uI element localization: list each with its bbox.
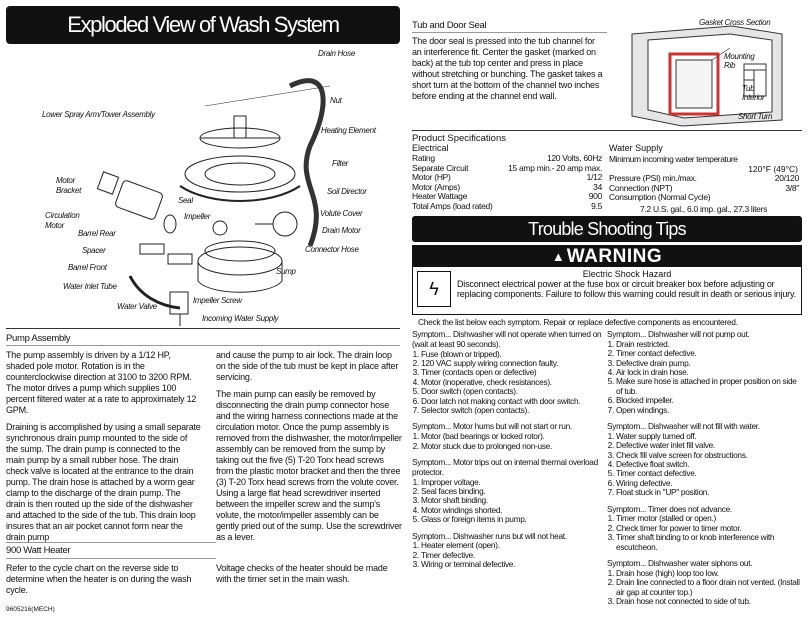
list-item: 1. Water supply turned off. bbox=[616, 432, 802, 441]
divider bbox=[412, 32, 607, 33]
list-item: 5. Door switch (open contacts). bbox=[421, 387, 604, 396]
label-impeller: Impeller bbox=[184, 212, 211, 221]
list-item: 3. Drain hose not connected to side of tub. bbox=[616, 597, 802, 606]
heater-heading: 900 Watt Heater bbox=[6, 545, 71, 556]
pump-assembly-heading: Pump Assembly bbox=[6, 333, 71, 344]
spec-value: 9.5 bbox=[591, 200, 602, 211]
list-item: 3. Timer (contacts open or defective) bbox=[421, 368, 604, 377]
label-barrel-rear: Barrel Rear bbox=[78, 229, 116, 238]
spec-key: Rating bbox=[412, 153, 435, 163]
list-item: 2. Drain line connected to a floor drain not vented. (Install air gap at counter top.) bbox=[616, 578, 802, 597]
list-item: 2. Defective water inlet fill valve. bbox=[616, 441, 802, 450]
pump-assembly-col1 bbox=[6, 350, 201, 549]
water-table bbox=[609, 174, 799, 203]
spec-key: Heater Wattage bbox=[412, 191, 468, 202]
spec-value: 900 bbox=[588, 191, 602, 202]
paragraph: Draining is accomplished by using a small separate synchronous drain pump mounted to the side of the sump. The drain pump is connected to the main pump by a small rubber hose. The drain check valve is located at the entrance to the drain pump. The drain hose is attached by a worm gear clamp to the discharge of the drain pump. The drain is then routed up the side of the dishwasher and attached to the side of the tub. This drain loop insures that an air pocket cannot form near the drain pump bbox=[6, 422, 201, 542]
label-mounting-rib: Mounting Rib bbox=[724, 52, 755, 70]
list-item: 1. Timer motor (stalled or open.) bbox=[616, 514, 802, 523]
symptom-block bbox=[607, 330, 802, 415]
divider bbox=[6, 558, 216, 559]
list-item: 1. Drain hose (high) loop too low. bbox=[616, 569, 802, 578]
symptom-title: Symptom... Dishwasher will not pump out. bbox=[607, 329, 750, 339]
symptom-title: Symptom... Motor hums but will not start or run. bbox=[412, 421, 572, 432]
list-item: 7. Selector switch (open contacts). bbox=[421, 406, 604, 415]
spec-value: 1/12 bbox=[586, 172, 602, 183]
spec-value: 3/8" bbox=[785, 182, 799, 193]
warning-text: Disconnect electrical power at the fuse box or circuit breaker box before adjusting or replacing components. Failure to follow this warning could result in death or serious injury. bbox=[457, 279, 796, 299]
list-item: 1. Motor (bad bearings or locked rotor). bbox=[421, 432, 604, 441]
symptom-title: Symptom... Dishwasher runs but will not heat. bbox=[412, 530, 567, 541]
label-short-turn: Short Turn bbox=[738, 112, 773, 121]
symptoms-left bbox=[412, 330, 604, 577]
list-item: 4. Motor windings shorted. bbox=[421, 506, 604, 515]
spec-row bbox=[412, 202, 602, 212]
divider bbox=[6, 345, 400, 346]
symptom-title: Symptom... Timer does not advance. bbox=[607, 503, 732, 514]
specs-heading: Product Specifications bbox=[412, 133, 506, 144]
spec-key: Motor (HP) bbox=[412, 172, 451, 183]
spec-value bbox=[762, 193, 799, 203]
warning-subtitle: Electric Shock Hazard bbox=[582, 269, 672, 279]
list-item: 4. Motor (inoperative, check resistances). bbox=[421, 378, 604, 387]
list-item: 2. 120 VAC supply wiring connection faulty. bbox=[421, 359, 604, 368]
symptom-block bbox=[607, 505, 802, 552]
label-barrel-front: Barrel Front bbox=[68, 263, 107, 272]
list-item: 2. Timer contact defective. bbox=[616, 349, 802, 358]
list-item: 7. Open windings. bbox=[616, 406, 802, 415]
symptom-block bbox=[607, 422, 802, 498]
paragraph: The main pump can easily be removed by disconnecting the drain pump connector hose and the wiring harness connections made at the circulation motor. Once the pump assembly is removed from the dishwasher, the motor/impeller assembly can be removed from the sump by taking out the five (5) T-20 Torx head screws from the plastic motor bracket and then the three (3) T-20 Torx head screws from the volute cover. Using a large flat head screwdriver inserted between the impeller screw and the sump's volute, the motor/impeller assembly can be gently pried out of the sump. Use the screwdriver as a lever. bbox=[216, 389, 402, 542]
spec-value: 120 Volts, 60Hz bbox=[546, 153, 602, 163]
list-item: 4. Defective float switch. bbox=[616, 460, 802, 469]
list-item: 1. Heater element (open). bbox=[421, 541, 604, 550]
electrical-heading: Electrical bbox=[412, 143, 449, 153]
list-item: 2. Seal faces binding. bbox=[421, 487, 604, 496]
paragraph: The pump assembly is driven by a 1/12 HP, shaded pole motor. Rotation is in the counterclockwise direction at 3100 to 3200 RPM. The motor drives a pump which supplies 100 percent filtered water at a rate to approximately 12 GPM. bbox=[6, 350, 197, 415]
symptom-title: Symptom... Dishwasher water siphons out. bbox=[607, 558, 753, 569]
list-item: 2. Check timer for power to timer motor. bbox=[616, 524, 802, 533]
spec-key: Motor (Amps) bbox=[412, 181, 460, 192]
shock-hazard-icon: ϟ bbox=[417, 271, 451, 307]
gasket-title: Gasket Cross Section bbox=[699, 18, 771, 27]
label-spacer: Spacer bbox=[82, 246, 106, 255]
label-nut: Nut bbox=[330, 96, 342, 105]
spec-key: Separate Circuit bbox=[412, 162, 469, 173]
label-impeller-screw: Impeller Screw bbox=[193, 296, 242, 305]
label-volute-cover: Volute Cover bbox=[320, 209, 363, 218]
symptom-title: Symptom... Dishwasher will not operate when turned on (wait at least 90 seconds). bbox=[412, 329, 602, 349]
water-min-temp-value: 120°F (49°C) bbox=[748, 164, 798, 174]
spec-value: 20/120 bbox=[774, 173, 799, 183]
tub-seal-text: The door seal is pressed into the tub channel for an interference fit. Center the gasket (marked on back) at the tub top center and press in place without stretching or bunching. The gasket takes a short turn at the bottom of the channel two inches before ending at the channel end wall. bbox=[412, 36, 603, 101]
spec-key: Pressure (PSI) min./max. bbox=[609, 173, 697, 183]
label-filter: Filter bbox=[332, 159, 348, 168]
list-item: 3. Motor shaft binding. bbox=[421, 496, 604, 505]
list-item: 1. Drain restricted. bbox=[616, 340, 802, 349]
label-drain-motor: Drain Motor bbox=[322, 226, 361, 235]
symptom-block bbox=[412, 330, 604, 415]
warning-header bbox=[413, 246, 801, 267]
label-tub-interior: Tub Interior bbox=[742, 84, 765, 102]
symptom-block bbox=[412, 532, 604, 570]
water-heading: Water Supply bbox=[609, 143, 663, 153]
paragraph: and cause the pump to air lock. The drain loop on the side of the tub must be kept in place after servicing. bbox=[216, 350, 399, 382]
label-soil-director: Soil Director bbox=[327, 187, 367, 196]
label-sump: Sump bbox=[276, 267, 296, 276]
list-item: 2. Motor stuck due to prolonged non-use. bbox=[421, 442, 604, 451]
exploded-view-title: Exploded View of Wash System bbox=[6, 6, 400, 44]
warning-title: WARNING bbox=[566, 245, 663, 267]
spec-value: 15 amp min.- 20 amp max. bbox=[508, 162, 602, 173]
tub-seal-heading: Tub and Door Seal bbox=[412, 20, 487, 31]
spec-row bbox=[609, 193, 799, 203]
divider bbox=[6, 328, 400, 329]
label-spray-arm: Lower Spray Arm/Tower Assembly bbox=[42, 110, 155, 119]
spec-key: Connection (NPT) bbox=[609, 182, 673, 193]
symptom-block bbox=[412, 422, 604, 451]
document-code: 9605216(MECH) bbox=[6, 606, 55, 613]
list-item: 1. Fuse (blown or tripped). bbox=[421, 350, 604, 359]
list-item: 7. Float stuck in "UP" position. bbox=[616, 488, 802, 497]
symptom-title: Symptom... Dishwasher will not fill with water. bbox=[607, 421, 760, 432]
spec-value: 34 bbox=[593, 181, 602, 192]
pump-assembly-col2 bbox=[216, 350, 402, 549]
symptom-block bbox=[412, 458, 604, 525]
trouble-shooting-title: Trouble Shooting Tips bbox=[412, 216, 802, 242]
list-item: 6. Door latch not making contact with door switch. bbox=[421, 397, 604, 406]
label-drain-hose: Drain Hose bbox=[318, 49, 356, 58]
label-seal: Seal bbox=[178, 196, 193, 205]
list-item: 5. Timer contact defective. bbox=[616, 469, 802, 478]
list-item: 3. Wiring or terminal defective. bbox=[421, 560, 604, 569]
list-item: 6. Wiring defective. bbox=[616, 479, 802, 488]
label-heating-element: Heating Element bbox=[321, 126, 376, 135]
list-item: 4. Air lock in drain hose. bbox=[616, 368, 802, 377]
label-circulation-motor: Circulation Motor bbox=[45, 211, 80, 230]
list-item: 5. Glass or foreign items in pump. bbox=[421, 515, 604, 524]
electrical-table bbox=[412, 154, 602, 212]
list-item: 3. Check fill valve screen for obstructions. bbox=[616, 451, 802, 460]
symptoms-right bbox=[607, 330, 802, 614]
label-incoming-water-supply: Incoming Water Supply bbox=[202, 314, 279, 323]
warning-box bbox=[412, 245, 802, 315]
list-item: 6. Blocked impeller. bbox=[616, 396, 802, 405]
warning-triangle-icon: ▲ bbox=[551, 249, 565, 264]
water-min-temp: Minimum incoming water temperature bbox=[609, 154, 738, 164]
list-item: 3. Defective drain pump. bbox=[616, 359, 802, 368]
check-instructions: Check the list below each symptom. Repair or replace defective components as encountered. bbox=[418, 317, 738, 327]
heater-col2: Voltage checks of the heater should be made with the timer set in the main wash. bbox=[216, 563, 388, 584]
divider bbox=[6, 542, 216, 543]
symptom-block bbox=[607, 559, 802, 606]
heater-col1: Refer to the cycle chart on the reverse side to determine when the heater is on during the wash cycle. bbox=[6, 563, 192, 595]
label-connector-hose: Connector Hose bbox=[305, 245, 359, 254]
label-water-inlet-tube: Water Inlet Tube bbox=[63, 282, 117, 291]
spec-key: Consumption (Normal Cycle) bbox=[609, 192, 711, 203]
list-item: 5. Make sure hose is attached in proper position on side of tub. bbox=[616, 377, 802, 396]
label-motor-bracket: Motor Bracket bbox=[56, 176, 82, 195]
symptom-title: Symptom... Motor trips out on internal thermal overload protector. bbox=[412, 457, 598, 477]
spec-key: Total Amps (load rated) bbox=[412, 200, 493, 211]
list-item: 1. Improper voltage. bbox=[421, 478, 604, 487]
list-item: 3. Timer shaft binding to or knob interference with escutcheon. bbox=[616, 533, 802, 552]
label-water-valve: Water Valve bbox=[117, 302, 157, 311]
list-item: 2. Timer defective. bbox=[421, 551, 604, 560]
water-consumption: 7.2 U.S. gal., 6.0 imp. gal., 27.3 liters bbox=[640, 204, 768, 214]
divider bbox=[412, 130, 802, 131]
